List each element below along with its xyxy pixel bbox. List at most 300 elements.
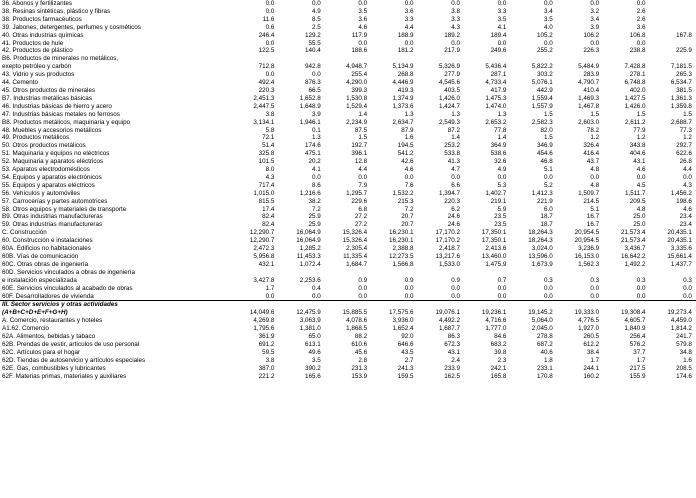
value-cell: 687.2 — [536, 340, 553, 348]
value-cell: 4.9 — [312, 7, 321, 15]
value-cell: 0.0 — [404, 284, 414, 292]
value-cell: 238.8 — [629, 47, 646, 55]
value-cell: 1,814.2 — [670, 325, 692, 333]
value-cell: 0.0 — [358, 284, 368, 292]
table-row — [0, 40, 696, 48]
value-cell: 1,868.5 — [346, 325, 368, 333]
value-cell: 11,335.4 — [343, 253, 368, 260]
value-cell: 387.0 — [258, 364, 275, 372]
row-label: 56. Vehículos y automóviles — [2, 189, 81, 197]
row-label: 46. Industrias básicas de hierro y acero — [2, 102, 112, 110]
value-cell: 2.5 — [312, 23, 321, 31]
value-cell: 129.2 — [305, 31, 321, 39]
value-cell: 255.2 — [536, 47, 553, 55]
value-cell: 87.2 — [447, 126, 460, 134]
value-cell: 7.2 — [404, 205, 414, 213]
value-cell: 576.2 — [629, 340, 646, 348]
value-cell: 1,295.7 — [346, 189, 368, 197]
value-cell: 4.4 — [404, 23, 414, 31]
table-row — [0, 0, 696, 8]
value-cell: 18.7 — [540, 213, 553, 221]
value-cell: 2.8 — [358, 356, 368, 364]
value-cell: 20.7 — [401, 213, 414, 221]
row-label: 39. Jabones, detergentes, perfumes y cosméticos — [2, 23, 141, 31]
table-row — [0, 365, 696, 373]
row-label: 62D. Tiendas de autoservicio y artículos especiales — [2, 356, 146, 364]
table-row — [0, 253, 696, 261]
value-cell: 217.5 — [629, 364, 646, 372]
row-label: 49. Productos metálicos — [2, 134, 70, 142]
value-cell: 105.2 — [536, 31, 553, 39]
value-cell: 3,936.0 — [392, 317, 414, 325]
value-cell: 404.6 — [629, 150, 646, 158]
value-cell: 12,290.7 — [249, 229, 275, 237]
value-cell: 27.2 — [354, 221, 368, 229]
value-cell: 3.3 — [497, 7, 507, 15]
value-cell: 51.4 — [262, 142, 275, 150]
value-cell: 1,557.9 — [531, 102, 553, 110]
value-cell: 4,605.7 — [624, 317, 646, 325]
value-cell: 2.3 — [497, 356, 507, 364]
value-cell: 7.6 — [404, 181, 414, 189]
value-cell: 325.8 — [258, 150, 275, 158]
value-cell: 3.6 — [636, 23, 646, 31]
value-cell — [232, 301, 278, 309]
value-cell — [232, 269, 278, 277]
value-cell: 1.5 — [590, 110, 600, 118]
value-cell: 1,402.7 — [485, 189, 507, 197]
value-cell: 4,790.7 — [578, 79, 600, 87]
value-cell: 214.5 — [583, 197, 600, 205]
value-cell — [464, 269, 510, 277]
value-cell: 2,234.9 — [346, 118, 368, 126]
table-row — [0, 221, 696, 229]
value-cell: 0.0 — [265, 0, 275, 7]
value-cell: 278.1 — [629, 71, 646, 79]
value-cell: 0.0 — [312, 0, 321, 7]
value-cell: 326.4 — [583, 142, 600, 150]
value-cell: 229.6 — [351, 197, 368, 205]
value-cell: 5,064.0 — [531, 317, 553, 325]
value-cell: 38.2 — [308, 197, 321, 205]
value-cell: 260.5 — [583, 333, 600, 341]
value-cell: 396.1 — [351, 150, 368, 158]
value-cell — [650, 0, 696, 8]
value-cell: 233.9 — [444, 364, 460, 372]
value-cell: 2,388.8 — [392, 245, 414, 253]
value-cell: 43.1 — [633, 158, 646, 166]
row-label: 36. Abonos y fertilizantes — [2, 0, 73, 7]
value-cell: 0.0 — [312, 173, 321, 181]
value-cell: 4.9 — [497, 166, 507, 174]
value-cell: 45.6 — [354, 348, 368, 356]
value-cell: 454.6 — [536, 150, 553, 158]
value-cell: 16,064.9 — [296, 237, 321, 245]
value-cell: 4.8 — [590, 181, 600, 189]
value-cell — [464, 55, 510, 63]
value-cell: 82.0 — [540, 126, 553, 134]
row-label: B8. Productos metálicos, maquinaria y equipo — [2, 118, 131, 126]
value-cell — [650, 24, 696, 32]
value-cell: 0.0 — [497, 0, 507, 7]
value-cell: 0.1 — [312, 126, 321, 134]
value-cell: 4.4 — [683, 166, 692, 174]
value-cell: 4,492.2 — [438, 317, 460, 325]
value-cell: 1.5 — [636, 110, 646, 118]
value-cell: 381.5 — [676, 86, 692, 94]
value-cell: 5,484.9 — [578, 63, 600, 71]
value-cell: 16.7 — [586, 213, 600, 221]
value-cell: 0.0 — [358, 39, 368, 47]
value-cell: 1,777.0 — [485, 325, 507, 333]
value-cell: 20.2 — [308, 158, 321, 166]
value-cell: 2.6 — [636, 15, 646, 23]
value-cell: 88.2 — [354, 333, 368, 341]
row-label: 55. Equipos y aparatos eléctricos — [2, 181, 95, 189]
value-cell: 55.5 — [308, 39, 321, 47]
value-cell: 1,285.2 — [299, 245, 321, 253]
row-label: 62F. Materias primas, materiales y auxiliares — [2, 372, 127, 380]
value-cell: 77.9 — [633, 126, 646, 134]
row-label: 50. Otros productos metálicos — [2, 142, 86, 150]
value-cell: 1,467.8 — [578, 102, 600, 110]
value-cell: 65.0 — [308, 333, 321, 341]
value-cell: 283.9 — [583, 71, 600, 79]
value-cell: 876.3 — [305, 79, 321, 87]
value-cell: 19,076.1 — [435, 309, 460, 317]
value-cell: 5,326.9 — [438, 63, 460, 71]
value-cell: 579.8 — [676, 340, 692, 348]
value-cell: 194.5 — [397, 142, 414, 150]
value-cell: 11,453.3 — [296, 253, 321, 260]
value-cell: 86.3 — [447, 333, 460, 341]
value-cell: 4,545.6 — [438, 79, 460, 87]
value-cell: 0.0 — [404, 39, 414, 47]
value-cell: 23.5 — [494, 221, 507, 229]
value-cell: 101.5 — [258, 158, 275, 166]
row-label: 53. Aparatos electrodomésticos — [2, 166, 90, 174]
row-label: C. Construcción — [2, 229, 47, 237]
table-row — [0, 32, 696, 40]
value-cell: 17,170.2 — [435, 237, 460, 245]
value-cell: 0.0 — [683, 284, 692, 292]
value-cell: 1,426.0 — [624, 102, 646, 110]
value-cell: 1.6 — [683, 356, 692, 364]
value-cell: 25.0 — [633, 221, 646, 229]
value-cell: 1.5 — [358, 134, 368, 142]
value-cell: 815.5 — [258, 197, 275, 205]
value-cell: 3.5 — [497, 15, 507, 23]
value-cell — [603, 55, 649, 63]
value-cell: 5,134.9 — [392, 63, 414, 71]
value-cell: 0.0 — [265, 7, 275, 15]
value-cell: 15,885.5 — [342, 309, 368, 317]
value-cell — [418, 55, 464, 63]
row-label: III. Sector servicios y otras actividades — [0, 301, 232, 309]
value-cell: 5.8 — [265, 126, 275, 134]
value-cell — [278, 55, 324, 63]
table-row — [0, 134, 696, 142]
value-cell: 403.5 — [444, 86, 460, 94]
value-cell: 15,661.4 — [667, 253, 692, 260]
value-cell: 18.7 — [540, 221, 553, 229]
value-cell: 3.8 — [451, 7, 460, 15]
value-cell — [325, 301, 371, 309]
value-cell: 3,236.9 — [578, 245, 600, 253]
value-cell: 1.7 — [636, 356, 646, 364]
value-cell: 0.3 — [636, 276, 646, 284]
value-cell: 19,333.0 — [574, 309, 600, 317]
value-cell: 1,373.6 — [392, 102, 414, 110]
table-row — [0, 79, 696, 87]
value-cell: 24.6 — [447, 221, 460, 229]
value-cell: 219.1 — [490, 197, 507, 205]
row-label: exepto petróleo y carbón — [2, 63, 72, 71]
row-label: A1.62. Comercio — [2, 325, 49, 333]
row-label: 57. Carrocerías y partes automotrices — [2, 197, 108, 205]
value-cell: 1,532.2 — [392, 189, 414, 197]
table-row — [0, 325, 696, 333]
table-row — [0, 71, 696, 79]
value-cell: 0.0 — [404, 173, 414, 181]
table-row — [0, 213, 696, 221]
row-label: 60. Construcción e instalaciones — [2, 237, 93, 245]
value-cell: 244.1 — [583, 364, 600, 372]
value-cell: 432.1 — [258, 260, 275, 268]
value-cell: 122.5 — [258, 47, 275, 55]
value-cell: 646.6 — [397, 340, 414, 348]
row-label: 54. Equipos y aparatos electrónicos — [2, 173, 102, 181]
value-cell: 442.9 — [536, 86, 553, 94]
value-cell: 241.7 — [676, 333, 692, 341]
value-cell: 2,653.2 — [485, 118, 507, 126]
value-cell — [650, 55, 696, 63]
value-cell: 1,216.6 — [299, 189, 321, 197]
value-cell: 1,072.4 — [299, 260, 321, 268]
table-row — [0, 206, 696, 214]
value-cell: 1,015.0 — [253, 189, 275, 197]
value-cell — [603, 269, 649, 277]
value-cell: 256.4 — [629, 333, 646, 341]
value-cell: 72.1 — [262, 134, 275, 142]
table-row — [0, 111, 696, 119]
value-cell — [418, 269, 464, 277]
value-cell: 4,733.4 — [485, 79, 507, 87]
value-cell: 18,264.3 — [528, 229, 553, 237]
value-cell: 18,264.3 — [528, 237, 553, 245]
value-cell: 4.4 — [358, 166, 368, 174]
table-row — [0, 333, 696, 341]
value-cell: 1,456.2 — [670, 189, 692, 197]
value-cell: 0.0 — [636, 284, 646, 292]
value-cell — [650, 269, 696, 277]
value-cell: 4.6 — [683, 205, 692, 213]
table-row — [0, 103, 696, 111]
value-cell: 3,024.0 — [531, 245, 553, 253]
value-cell: 87.9 — [401, 126, 414, 134]
value-cell: 3,436.7 — [624, 245, 646, 253]
value-cell: 1,381.0 — [299, 325, 321, 333]
value-cell: 12,273.5 — [389, 253, 414, 260]
value-cell: 0.0 — [636, 292, 646, 300]
value-cell: 0.0 — [451, 0, 460, 7]
value-cell: 4.5 — [636, 181, 646, 189]
value-cell: 303.2 — [536, 71, 553, 79]
value-cell: 17,350.1 — [481, 237, 507, 245]
value-cell: 4,948.7 — [346, 63, 368, 71]
value-cell: 46.8 — [540, 158, 553, 166]
value-cell: 3.5 — [358, 7, 368, 15]
value-cell: 1.6 — [404, 134, 414, 142]
value-cell: 268.8 — [397, 71, 414, 79]
value-cell: 1,795.6 — [253, 325, 275, 333]
value-cell: 4.1 — [497, 23, 507, 31]
value-cell: 0.0 — [590, 284, 600, 292]
value-cell: 0.0 — [404, 292, 414, 300]
table-row — [0, 142, 696, 150]
row-label: 43. Vidrio y sus productos — [2, 71, 75, 79]
value-cell: 691.2 — [258, 340, 275, 348]
table-row — [0, 127, 696, 135]
row-label: 60B. Vías de comunicación — [2, 253, 79, 260]
value-cell: 1.4 — [358, 110, 368, 118]
value-cell: 2,253.6 — [299, 276, 321, 284]
table-row — [0, 237, 696, 245]
value-cell: 0.0 — [497, 39, 507, 47]
value-cell: 41.3 — [447, 158, 460, 166]
value-cell: 1.5 — [543, 134, 553, 142]
value-cell: 188.9 — [397, 31, 414, 39]
value-cell: 0.0 — [265, 292, 275, 300]
value-cell: 1,361.3 — [670, 94, 692, 102]
value-cell: 610.6 — [351, 340, 368, 348]
value-cell: 1,648.9 — [299, 102, 321, 110]
value-cell: 13,596.0 — [528, 253, 553, 260]
value-cell: 1.4 — [497, 134, 507, 142]
value-cell: 1,673.9 — [531, 260, 553, 268]
row-label: e instalación especializada — [2, 276, 77, 284]
table-row — [0, 95, 696, 103]
value-cell: 622.6 — [676, 150, 692, 158]
value-cell: 20,954.5 — [574, 237, 600, 245]
value-cell: 278.8 — [536, 333, 553, 341]
value-cell: 0.3 — [590, 276, 600, 284]
value-cell: 12.8 — [354, 158, 368, 166]
row-label: (A+B+C+D+E+F+G+H) — [2, 309, 68, 317]
value-cell: 4.8 — [590, 166, 600, 174]
table-row — [0, 87, 696, 95]
row-label: 47. Industrias básicas metales no ferrosos — [2, 110, 120, 118]
value-cell: 390.2 — [305, 364, 321, 372]
value-cell — [650, 16, 696, 24]
value-cell: 1,475.3 — [485, 94, 507, 102]
value-cell: 231.3 — [351, 364, 368, 372]
row-label: 42. Productos de plástico — [2, 47, 73, 55]
value-cell: 3,134.1 — [253, 118, 275, 126]
value-cell — [510, 269, 556, 277]
value-cell: 2,611.2 — [624, 118, 646, 126]
value-cell: 942.8 — [305, 63, 321, 71]
value-cell: 16,064.9 — [296, 229, 321, 237]
value-cell: 7.9 — [358, 181, 368, 189]
value-cell: 1.7 — [590, 356, 600, 364]
value-cell: 0.3 — [543, 276, 553, 284]
table-row — [0, 198, 696, 206]
row-label: 38. Resinas sintéticas, plástico y fibras — [2, 7, 111, 15]
row-label: 60A. Edificios no habitacionales — [2, 245, 91, 253]
value-cell: 3,335.6 — [670, 245, 692, 253]
value-cell: 5.1 — [543, 166, 553, 174]
value-cell: 1,562.3 — [578, 260, 600, 268]
value-cell: 43.1 — [447, 348, 460, 356]
value-cell: 17,170.2 — [435, 229, 460, 237]
value-cell: 4,078.6 — [346, 317, 368, 325]
value-cell: 1,652.8 — [299, 94, 321, 102]
value-cell: 0.0 — [265, 71, 275, 79]
value-cell: 17.4 — [262, 205, 275, 213]
value-cell: 8.5 — [312, 15, 321, 23]
value-cell: 0.0 — [497, 173, 507, 181]
value-cell: 3.3 — [451, 15, 460, 23]
value-cell: 17,350.1 — [481, 229, 507, 237]
table-row — [0, 150, 696, 158]
value-cell — [371, 301, 417, 309]
value-cell: 192.7 — [351, 142, 368, 150]
value-cell: 5.3 — [497, 181, 507, 189]
value-cell: 4.8 — [636, 205, 646, 213]
value-cell: 0.0 — [451, 173, 460, 181]
value-cell: 20.7 — [401, 221, 414, 229]
value-cell: 3.4 — [590, 15, 600, 23]
value-cell: 5,436.4 — [485, 63, 507, 71]
value-cell: 3.9 — [312, 110, 321, 118]
value-cell: 19,236.1 — [481, 309, 507, 317]
value-cell: 3,427.8 — [253, 276, 275, 284]
table-row — [0, 357, 696, 365]
value-cell: 174.6 — [676, 372, 692, 380]
value-cell: 1,412.3 — [531, 189, 553, 197]
value-cell: 4,776.5 — [578, 317, 600, 325]
value-cell: 410.4 — [583, 86, 600, 94]
value-cell: 34.8 — [679, 348, 692, 356]
value-cell: 5,956.8 — [253, 253, 275, 260]
value-cell: 15,326.4 — [342, 237, 368, 245]
value-cell: 5.9 — [497, 205, 507, 213]
value-cell: 2,418.7 — [438, 245, 460, 253]
value-cell: 16.7 — [586, 221, 600, 229]
value-cell: 3.3 — [404, 15, 414, 23]
value-cell: 4.3 — [265, 173, 275, 181]
value-cell: 220.3 — [258, 86, 275, 94]
value-cell: 165.8 — [490, 372, 507, 380]
value-cell: 1,684.7 — [346, 260, 368, 268]
row-label: B9. Otras industrias manufactureras — [2, 213, 103, 221]
value-cell: 538.6 — [490, 150, 507, 158]
table-row — [0, 245, 696, 253]
value-cell: 32.6 — [494, 158, 507, 166]
value-cell: 2,305.4 — [346, 245, 368, 253]
value-cell: 106.2 — [583, 31, 600, 39]
value-cell: 84.6 — [494, 333, 507, 341]
value-cell: 174.6 — [305, 142, 321, 150]
value-cell — [418, 301, 464, 309]
value-cell — [557, 269, 603, 277]
value-cell: 4,446.9 — [392, 79, 414, 87]
value-cell — [650, 301, 696, 309]
row-label: 52. Maquinaria y aparatos eléctricos — [2, 158, 104, 166]
value-cell — [278, 269, 324, 277]
value-cell: 0.9 — [404, 276, 414, 284]
